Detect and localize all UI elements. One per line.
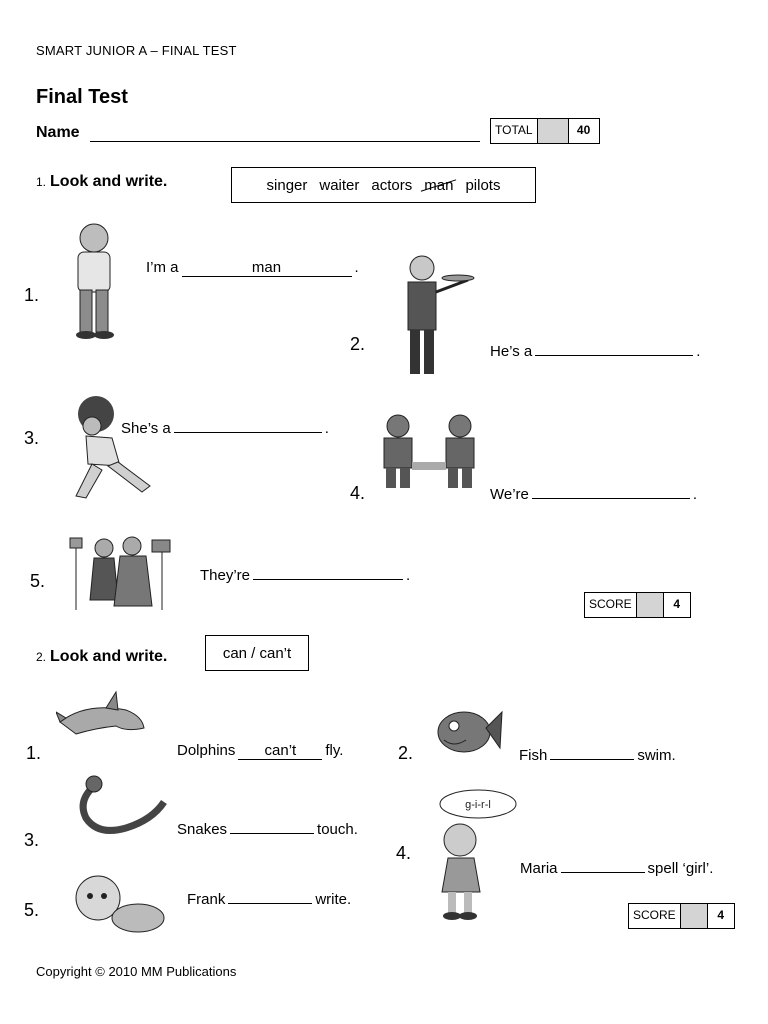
s1-item3-after: . xyxy=(324,420,329,437)
section2-number: 2. xyxy=(36,650,47,664)
section1-score-value: 4 xyxy=(673,597,681,611)
s2-item1-before: Dolphins xyxy=(177,742,236,759)
s1-item5-before: They’re xyxy=(200,567,251,584)
singer-picture xyxy=(62,392,158,502)
thought-bubble-text: g-i-r-l xyxy=(465,799,491,811)
s2-item1-number: 1. xyxy=(26,743,42,763)
section1-number: 1. xyxy=(36,175,47,189)
s1-item1-answer-blank[interactable]: man xyxy=(182,259,352,277)
s1-item4-before: We’re xyxy=(490,486,529,503)
page-title: Final Test xyxy=(36,86,128,108)
s2-item1-answer-blank[interactable]: can’t xyxy=(238,742,322,760)
s2-item3-after: touch. xyxy=(317,821,358,838)
s1-item5-sentence xyxy=(200,562,410,584)
total-label: TOTAL xyxy=(491,119,538,143)
page-header: SMART JUNIOR A – FINAL TEST xyxy=(36,43,237,58)
s1-item4-number: 4. xyxy=(350,483,366,503)
s2-item5-answer-blank[interactable] xyxy=(228,886,312,904)
total-score-field[interactable] xyxy=(538,119,569,143)
snake-picture xyxy=(72,772,168,844)
s1-item4-sentence xyxy=(490,481,697,503)
s1-item4-after: . xyxy=(692,486,698,503)
s2-item3-sentence xyxy=(177,816,358,838)
section2-score-box xyxy=(628,903,735,929)
s1-item2-after: . xyxy=(696,343,701,360)
s1-item3-sentence xyxy=(121,415,329,437)
section2-word-bank xyxy=(205,635,309,671)
s2-item2-before: Fish xyxy=(519,747,548,764)
word-man-crossed: man xyxy=(424,176,454,194)
word-pilots: pilots xyxy=(465,176,501,194)
s2-item1-after: fly. xyxy=(325,742,344,759)
section1-title xyxy=(36,173,167,191)
s2-item2-after: swim. xyxy=(637,747,676,764)
s1-item1-sentence xyxy=(146,259,359,277)
copyright-footer: Copyright © 2010 MM Publications xyxy=(36,964,237,979)
s1-item1-after: . xyxy=(354,259,359,276)
actors-picture xyxy=(66,530,180,616)
name-field[interactable] xyxy=(90,141,480,142)
s2-item3-number: 3. xyxy=(24,830,40,850)
pilots-picture xyxy=(368,412,492,494)
man-picture xyxy=(62,218,124,342)
baby-picture xyxy=(68,872,168,940)
fish-picture xyxy=(434,698,504,760)
s2-item4-before: Maria xyxy=(520,860,558,877)
section1-score-label: SCORE xyxy=(585,593,637,617)
section2-title xyxy=(36,648,167,666)
s1-item2-sentence xyxy=(490,338,700,360)
s2-item3-answer-blank[interactable] xyxy=(230,816,314,834)
s2-item5-after: write. xyxy=(315,891,352,908)
s2-item4-number: 4. xyxy=(396,843,412,863)
section1-score-field[interactable] xyxy=(637,593,664,617)
s1-item1-number: 1. xyxy=(24,285,40,305)
s1-item5-answer-blank[interactable] xyxy=(253,562,403,580)
s2-item2-answer-blank[interactable] xyxy=(550,742,634,760)
word-actors: actors xyxy=(371,176,413,194)
s1-item2-before: He’s a xyxy=(490,343,533,360)
s1-item5-number: 5. xyxy=(30,571,46,591)
s2-item3-before: Snakes xyxy=(177,821,228,838)
section2-score-label: SCORE xyxy=(629,904,681,928)
word-waiter: waiter xyxy=(319,176,360,194)
s1-item1-before: I’m a xyxy=(146,259,179,276)
s2-item5-number: 5. xyxy=(24,900,40,920)
girl-picture xyxy=(432,788,522,926)
section1-title-text: Look and write. xyxy=(50,173,168,190)
waiter-picture xyxy=(388,248,476,382)
s1-item3-answer-blank[interactable] xyxy=(174,415,322,433)
section1-score-box xyxy=(584,592,691,618)
word-singer: singer xyxy=(266,176,308,194)
s1-item3-number: 3. xyxy=(24,428,40,448)
s2-item1-sentence xyxy=(177,742,343,760)
s1-item2-answer-blank[interactable] xyxy=(535,338,693,356)
s2-item2-number: 2. xyxy=(398,743,414,763)
section1-word-bank xyxy=(231,167,536,203)
section2-score-value: 4 xyxy=(717,908,725,922)
s2-item2-sentence xyxy=(519,742,676,764)
s1-item5-after: . xyxy=(406,567,411,584)
dolphin-picture xyxy=(56,688,148,748)
s2-item5-before: Frank xyxy=(187,891,226,908)
section2-score-field[interactable] xyxy=(681,904,708,928)
s2-item4-sentence xyxy=(520,855,713,877)
s1-item2-number: 2. xyxy=(350,334,366,354)
s2-item4-after: spell ‘girl’. xyxy=(647,860,714,877)
section2-title-text: Look and write. xyxy=(50,648,168,665)
s2-item5-sentence xyxy=(187,886,351,908)
s1-item3-before: She’s a xyxy=(121,420,171,437)
total-score-box xyxy=(490,118,600,144)
s2-item4-answer-blank[interactable] xyxy=(561,855,645,873)
s1-item4-answer-blank[interactable] xyxy=(532,481,690,499)
total-value: 40 xyxy=(576,123,591,137)
name-label: Name xyxy=(36,124,80,141)
section2-word-bank-text: can / can’t xyxy=(222,644,292,662)
